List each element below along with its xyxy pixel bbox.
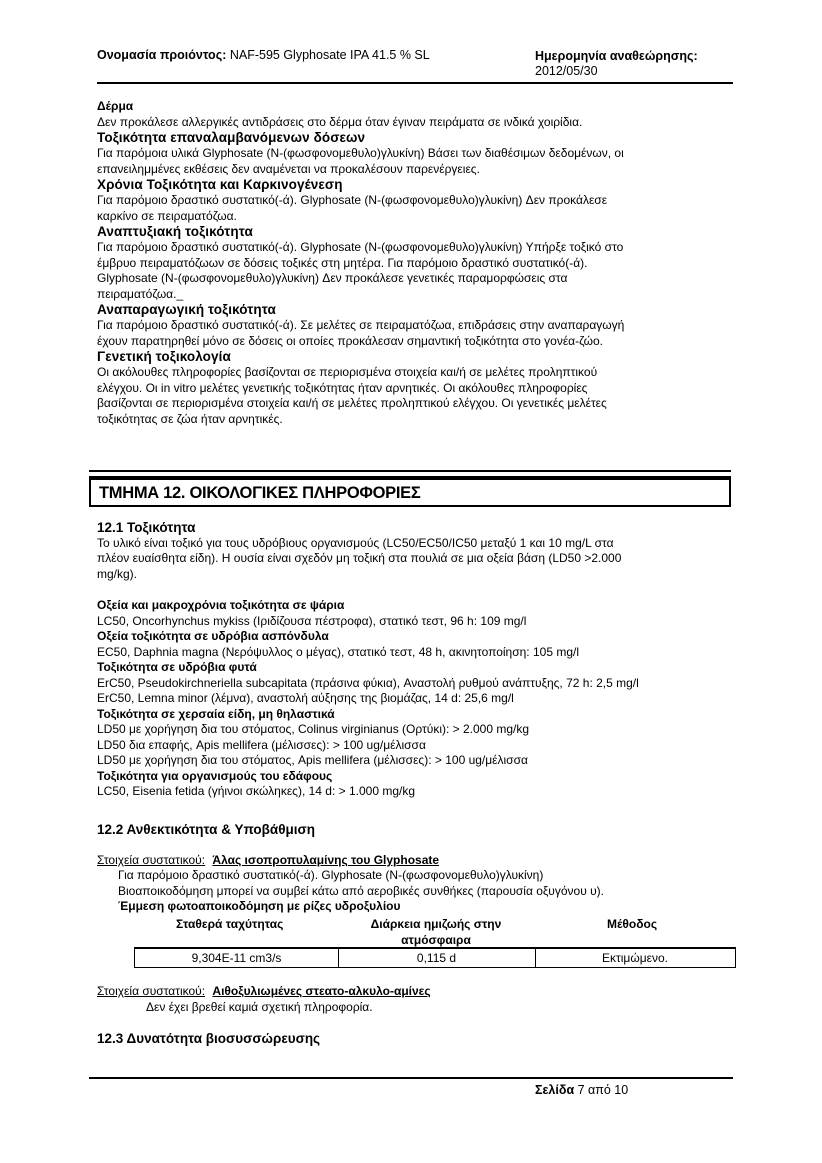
revision-date-block (535, 49, 698, 79)
product-name-label: Ονομασία προιόντος: (97, 48, 227, 62)
terrestrial-text-1: LD50 με χορήγηση δια του στόματος, Colinus virginianus (Ορτύκι): > 2.000 mg/kg (97, 722, 530, 736)
chronic-text-2: καρκίνο σε πειραματόζωα. (97, 208, 237, 223)
developmental-text-4: πειραματόζωα._ (97, 286, 184, 301)
page-label: Σελίδα (535, 1083, 575, 1097)
component-2-label: Στοιχεία συστατικού: (97, 984, 206, 998)
section-12-title: ΤΜΗΜΑ 12. ΟΙΚΟΛΟΓΙΚΕΣ ΠΛΗΡΟΦΟΡΙΕΣ (99, 484, 421, 502)
table-header-halflife-2: ατμόσφαιρα (401, 932, 471, 947)
table-row (134, 949, 736, 968)
developmental-text-1: Για παρόμοιο δραστικό συστατικό(-ά). Glyphosate (N-(φωσφονομεθυλο)γλυκίνη) Υπήρξε τοξικό στο (97, 240, 624, 254)
component-1-line (97, 853, 439, 869)
table-cell-halflife: 0,115 d (416, 951, 457, 965)
genetic-text-2: ελέγχου. Οι in vitro μελέτες γενετικής τοξικότητας ήταν αρνητικές. Οι ακόλουθες πληροφορίες (97, 380, 588, 395)
toxicity-summary-3: mg/kg). (97, 566, 138, 581)
table-cell-rate: 9,304E-11 cm3/s (191, 951, 282, 965)
product-name-value: NAF-595 Glyphosate IPA 41.5 % SL (229, 48, 430, 62)
genetic-text-4: τοξικότητας σε ζώα ήταν αρνητικές. (97, 411, 283, 426)
table-header-halflife-1: Διάρκεια ημιζωής στην (370, 917, 502, 931)
revision-date-value: 2012/05/30 (535, 64, 598, 78)
component-1-details (118, 868, 738, 915)
invertebrates-heading: Οξεία τοξικότητα σε υδρόβια ασπόνδυλα (97, 629, 329, 643)
reproductive-text-2: έχουν παρατηρηθεί μόνο σε δόσεις οι οποίες προκάλεσαν σημαντική τοξικότητα στο γονέα-ζώο. (97, 333, 603, 348)
revision-date-label: Ημερομηνία αναθεώρησης: (535, 49, 698, 63)
bioaccumulation-heading: 12.3 Δυνατότητα βιοσυσσώρευσης (97, 1031, 321, 1046)
aquatic-plants-heading: Τοξικότητα σε υδρόβια φυτά (97, 660, 257, 674)
chronic-text-1: Για παρόμοιο δραστικό συστατικό(-ά). Glyphosate (N-(φωσφονομεθυλο)γλυκίνη) Δεν προκάλεσε (97, 193, 608, 207)
table-header-rate: Σταθερά ταχύτητας (176, 917, 284, 931)
genetic-text-1: Οι ακόλουθες πληροφορίες βασίζονται σε περιορισμένα στοιχεία και/ή σε μελέτες προληπτικού (97, 365, 598, 379)
repeated-dose-text-1: Για παρόμοια υλικά Glyphosate (N-(φωσφονομεθυλο)γλυκίνη) Βάσει των διαθέσιμων δεδομένων, οι (97, 146, 624, 160)
fish-heading: Οξεία και μακροχρόνια τοξικότητα σε ψάρια (97, 598, 345, 612)
header-divider (97, 82, 733, 84)
repeated-dose-heading: Τοξικότητα επαναλαμβανόμενων δόσεων (97, 130, 366, 145)
repeated-dose-text-2: επανειλημμένες εκθέσεις δεν αναμένεται να προκαλέσουν παρενέργειες. (97, 161, 480, 176)
developmental-text-3: Glyphosate (N-(φωσφονομεθυλο)γλυκίνη) Δεν προκάλεσε γενετικές παραμορφώσεις στα (97, 271, 568, 285)
developmental-text-2: έμβρυο πειραματόζωων σε δόσεις τοξικές στη μητέρα. Για παρόμοιο δραστικό συστατικό(-ά). (97, 255, 588, 270)
component-2-name: Αιθοξυλιωμένες στεατο-αλκυλο-αμίνες (212, 984, 431, 998)
section-12-banner (89, 476, 731, 507)
genetic-heading: Γενετική τοξικολογία (97, 349, 231, 364)
component-2-line (97, 984, 431, 1000)
toxicity-heading: 12.1 Τοξικότητα (97, 520, 196, 535)
soil-heading: Τοξικότητα για οργανισμούς του εδάφους (97, 768, 333, 783)
page-number (535, 1083, 628, 1098)
invertebrates-text: EC50, Daphnia magna (Νερόψυλλος ο μέγας), στατικό τεστ, 48 h, ακινητοποίηση: 105 mg/l (97, 644, 579, 659)
toxicity-summary-2: πλέον ευαίσθητα είδη). Η ουσία είναι σχεδόν μη τοξική στα πουλιά σε μια οξεία βάση (LD50 >2.000 (97, 551, 622, 565)
footer-divider (89, 1077, 733, 1079)
component-1-text-1: Για παρόμοιο δραστικό συστατικό(-ά). Glyphosate (N-(φωσφονομεθυλο)γλυκίνη) (118, 868, 544, 882)
toxicology-block (97, 99, 737, 427)
terrestrial-text-2: LD50 δια επαφής, Apis mellifera (μέλισσες): > 100 ug/μέλισσα (97, 737, 426, 752)
component-1-name: Άλας ισοπροπυλαμίνης του Glyphosate (212, 853, 440, 867)
toxicity-summary-1: Το υλικό είναι τοξικό για τους υδρόβιους οργανισμούς (LC50/EC50/IC50 μεταξύ 1 και 10 mg/L στα (97, 535, 614, 550)
table-cell-method: Εκτιμώμενο. (602, 951, 668, 965)
table-header-halflife (361, 917, 511, 948)
component-1-label: Στοιχεία συστατικού: (97, 853, 206, 867)
reproductive-heading: Αναπαραγωγική τοξικότητα (97, 302, 276, 317)
soil-text: LC50, Eisenia fetida (γήινοι σκώληκες), 14 d: > 1.000 mg/kg (97, 784, 416, 798)
chronic-heading: Χρόνια Τοξικότητα και Καρκινογένεση (97, 177, 343, 192)
toxicity-block (97, 520, 737, 800)
developmental-heading: Αναπτυξιακή τοξικότητα (97, 224, 253, 239)
product-name-line (97, 48, 430, 63)
skin-text: Δεν προκάλεσε αλλεργικές αντιδράσεις στο δέρμα όταν έγιναν πειράματα σε ινδικά χοιρίδια. (97, 114, 583, 129)
terrestrial-text-3: LD50 με χορήγηση δια του στόματος, Apis mellifera (μέλισσες): > 100 ug/μέλισσα (97, 753, 528, 767)
page-count: 7 από 10 (577, 1083, 629, 1097)
photodegradation-heading: Έμμεση φωτοαποικοδόμηση με ρίζες υδροξυλίου (118, 899, 401, 913)
aquatic-plants-text-1: ErC50, Pseudokirchneriella subcapitata (πράσινα φύκια), Αναστολή ρυθμού ανάπτυξης, 72 h: 2,5 mg/l (97, 675, 639, 690)
aquatic-plants-text-2: ErC50, Lemna minor (λέμνα), αναστολή αύξησης της βιομάζας, 14 d: 25,6 mg/l (97, 691, 514, 705)
table-header-method: Μέθοδος (607, 917, 658, 931)
genetic-text-3: βασίζονται σε περιορισμένα στοιχεία και/ή σε μελέτες προληπτικού ελέγχου. Οι γενετικές μελέτες (97, 396, 607, 410)
fish-text: LC50, Oncorhynchus mykiss (Ιριδίζουσα πέστροφα), στατικό τεστ, 96 h: 109 mg/l (97, 613, 527, 628)
section-top-rule (89, 470, 731, 472)
terrestrial-heading: Τοξικότητα σε χερσαία είδη, μη θηλαστικά (97, 706, 335, 721)
persistence-heading: 12.2 Ανθεκτικότητα & Υποβάθμιση (97, 822, 316, 837)
component-1-text-2: Βιοαποικοδόμηση μπορεί να συμβεί κάτω από αεροβικές συνθήκες (παρουσία οξυγόνου υ). (118, 883, 604, 898)
reproductive-text-1: Για παρόμοιο δραστικό συστατικό(-ά). Σε μελέτες σε πειραματόζωα, επιδράσεις στην αναπαραγωγή (97, 318, 625, 332)
skin-heading: Δέρμα (97, 99, 134, 113)
component-2-text: Δεν έχει βρεθεί καμιά σχετική πληροφορία. (146, 1000, 373, 1014)
